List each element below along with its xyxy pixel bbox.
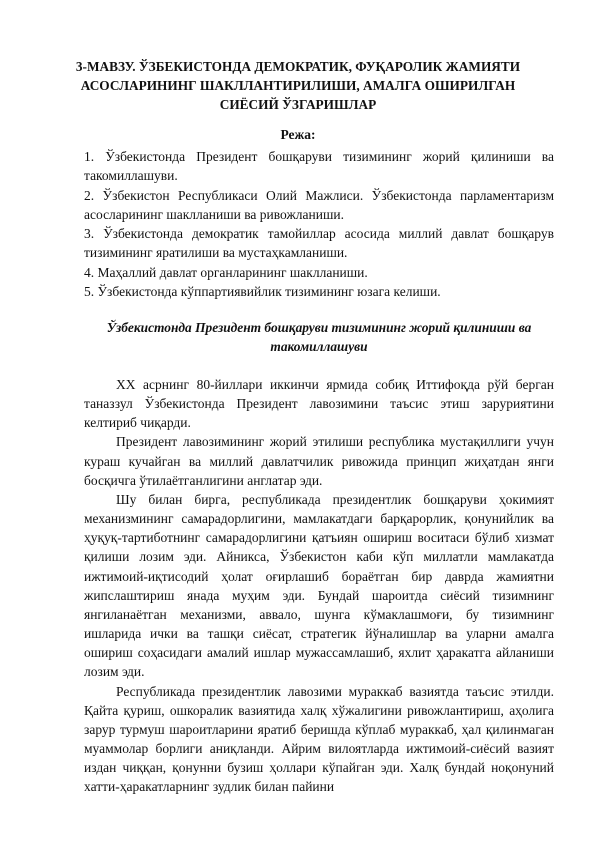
plan-item: 2. Ўзбекистон Республикаси Олий Мажлиси. Ўзбекистонда парламентаризм асосларининг шаклланиши ва ривожланиши.	[84, 187, 554, 222]
paragraph: Президент лавозимининг жорий этилиши республика мустақиллиги учун кураш кучайган ва миллий давлатчилик ривожида принцип жиҳатдан янги босқичга ўтилаётганлигини англатар эди.	[84, 434, 554, 488]
page-title: 3-МАВЗУ. ЎЗБЕКИСТОНДА ДЕМОКРАТИК, ФУҚАРОЛИК ЖАМИЯТИ АСОСЛАРИНИНГ ШАКЛЛАНТИРИЛИШИ, АМАЛГА ОШИРИЛГАН СИЁСИЙ ЎЗГАРИШЛАР	[75, 59, 521, 112]
plan-heading: Режа:	[280, 127, 316, 142]
paragraph: XX асрнинг 80-йиллари иккинчи ярмида собиқ Иттифоқда рўй берган таназзул Ўзбекистонда Президент лавозимини таъсис этиш заруриятини келтириб чиқарди.	[84, 377, 554, 431]
plan-item: 1. Ўзбекистонда Президент бошқаруви тизимининг жорий қилиниши ва такомиллашуви.	[84, 149, 554, 184]
plan-item: 4. Маҳаллий давлат органларининг шаклланиши.	[84, 264, 368, 280]
paragraph: Республикада президентлик лавозими мураккаб вазиятда таъсис этилди. Қайта қуриш, ошкоралик вазиятида халқ хўжалигини ривожлантириш, аҳолига зарур турмуш шароитларини яратиб беришда кўплаб мураккаб, ҳал қилинмаган муаммолар борлиги аниқланди. Айрим вилоятларда ижтимоий-сиёсий вазият издан чиққан, қонунни бузиш ҳоллари кўпайган эди. Халқ бундай ноқонуний хатти-ҳаракатларнинг зудлик билан пайини	[84, 683, 554, 795]
body-text	[84, 375, 554, 796]
plan-list	[84, 147, 554, 301]
paragraph: Шу билан бирга, республикада президентлик бошқаруви ҳокимият механизмининг самарадорлигини, мамлакатдаги барқарорлик, қонунийлик ва ҳуқуқ-тартиботнинг самарадорлигини қатъиян ошириш воситаси бўлиб хизмат қилиши лозим эди. Айникса, Ўзбекистон каби кўп миллатли мамлакатда ижтимоий-иқтисодий ҳолат оғирлашиб бораётган бир даврда жамиятни жипслаштириш янада муҳим эди. Бундай шароитда сиёсий тизимнинг янгиланаётган механизми, аввало, шунга кўмаклашмоғи, бу тизимнинг ишларида ички ва ташқи сиёсат, стратегик йўналишлар ва уларни амалга ошириш соҳасидаги амалий ишлар мужассамлашиб, яхлит ҳаракатга айланиши лозим эди.	[84, 491, 554, 680]
section-title: Ўзбекистонда Президент бошқаруви тизимининг жорий қилиниши ва такомиллашуви	[106, 320, 532, 354]
plan-item: 5. Ўзбекистонда кўппартиявийлик тизимининг юзага келиши.	[84, 284, 441, 300]
plan-item: 3. Ўзбекистонда демократик тамойиллар асосида миллий давлат бошқарув тизимининг яратилиши ва мустаҳкамланиши.	[84, 226, 554, 261]
